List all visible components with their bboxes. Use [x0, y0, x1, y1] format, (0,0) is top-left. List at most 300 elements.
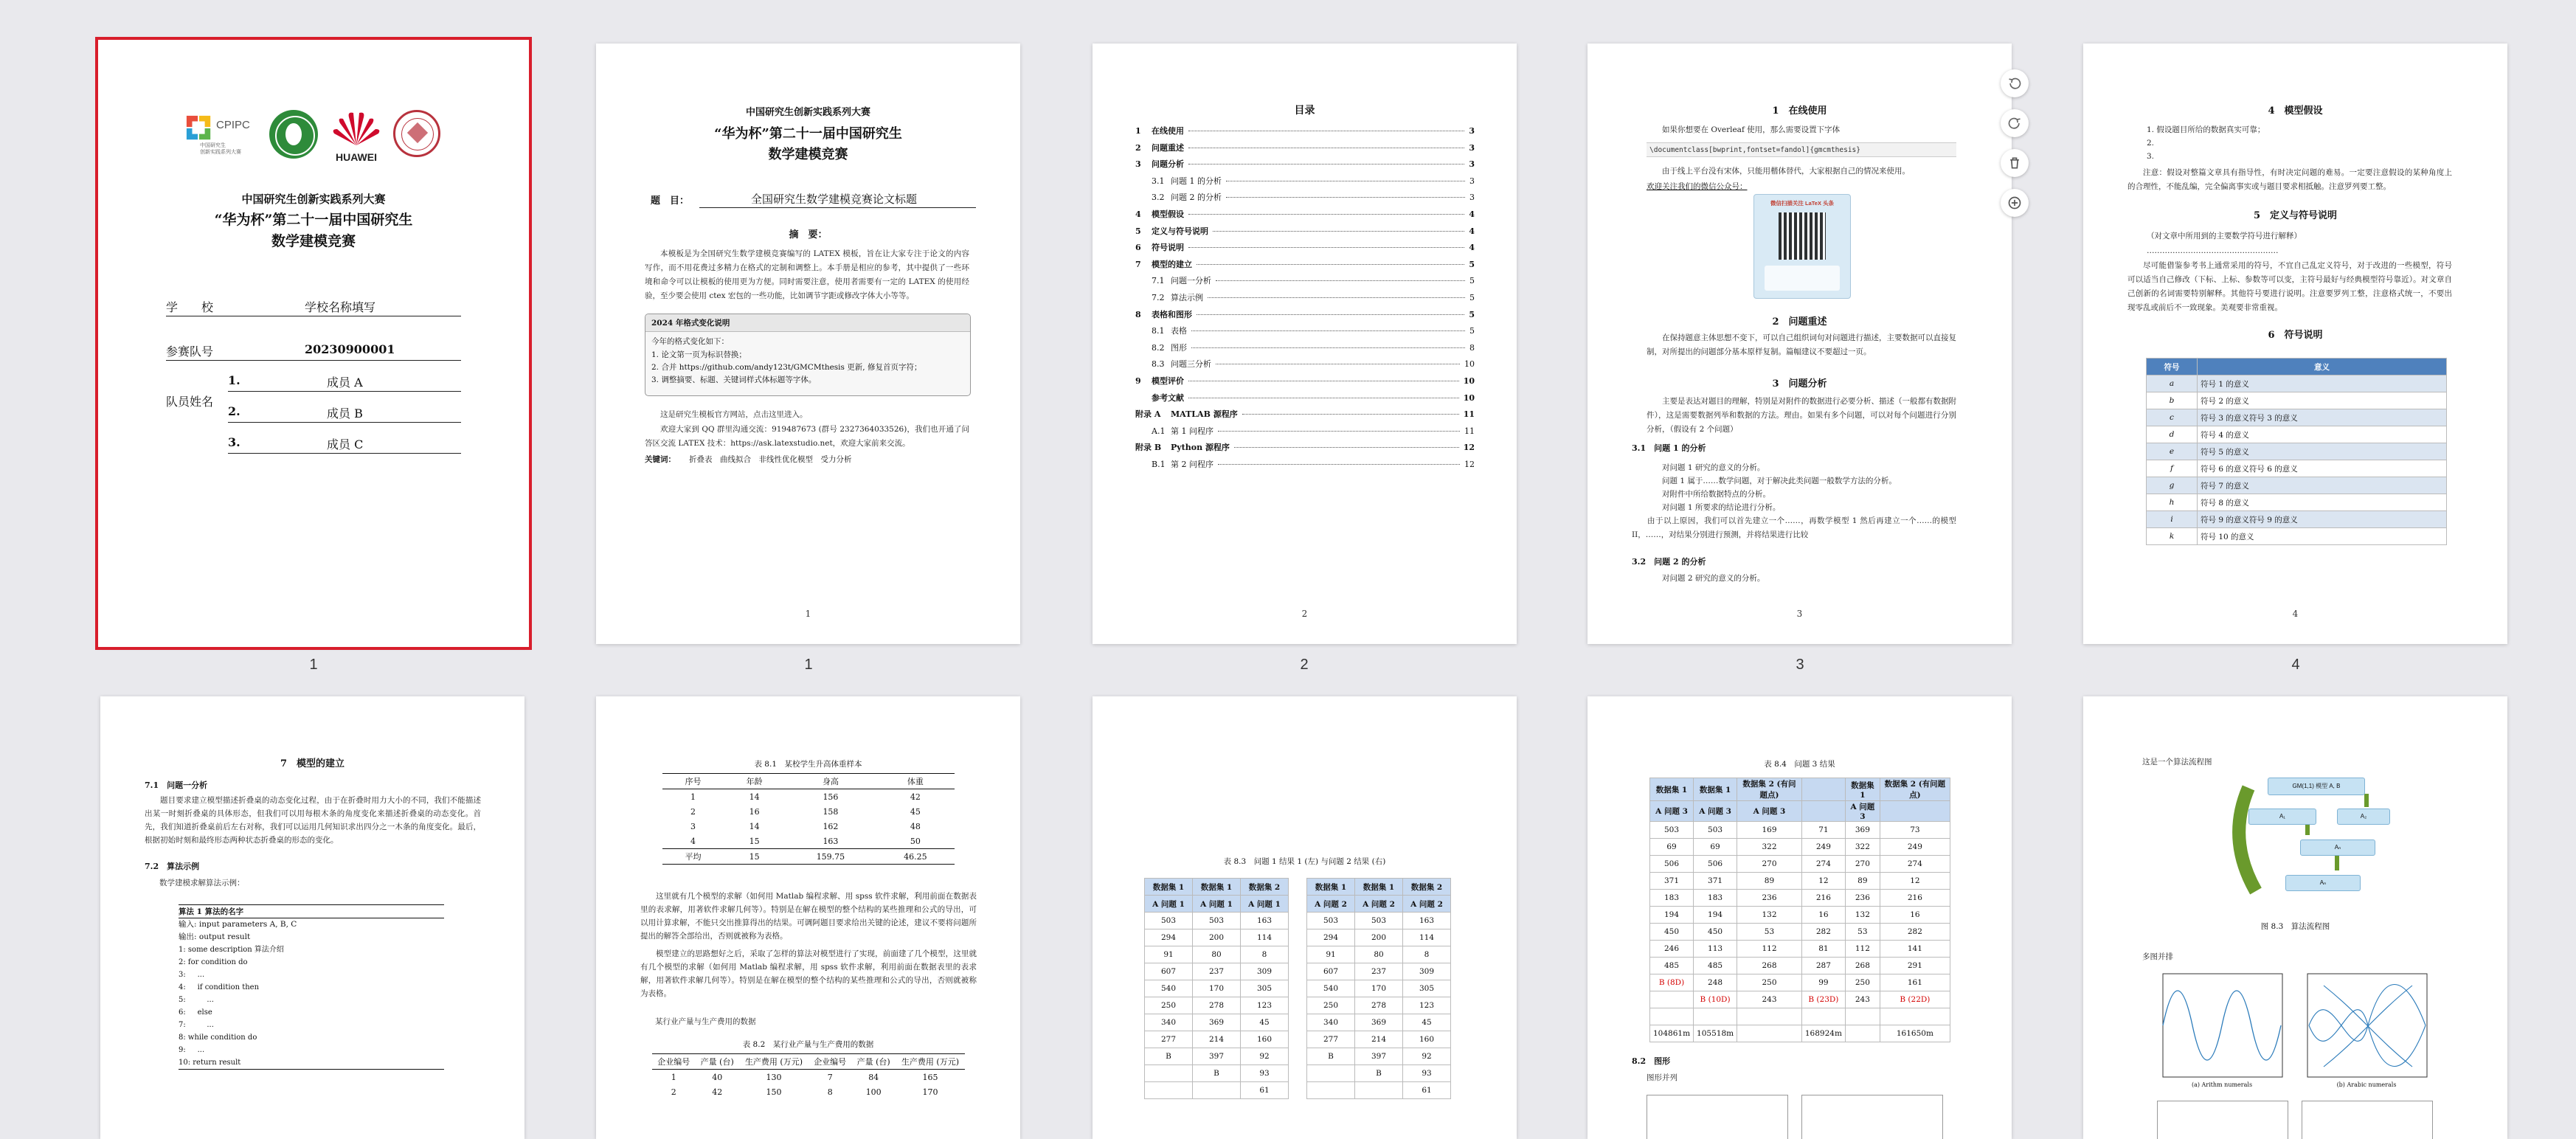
table-row [662, 789, 955, 805]
blue-table-cell: 92 [1403, 1048, 1451, 1065]
table-header-cell: 产量 (台) [695, 1054, 739, 1070]
blue-table-cell: 243 [1845, 991, 1880, 1008]
rotate-left-icon [2007, 76, 2022, 91]
format-box-intro: 今年的格式变化如下： [651, 337, 729, 346]
table-8-2 [652, 1053, 965, 1099]
abstract-page-number: 1 [805, 609, 811, 619]
toc-entry-label: 图形 [1171, 342, 1187, 353]
team-label: 参赛队号 [166, 345, 214, 359]
member-1-number: 1. [228, 373, 240, 387]
toc-entry[interactable] [1135, 258, 1475, 275]
toc-page-number: 2 [1301, 609, 1308, 619]
blue-table-cell: 268 [1845, 958, 1880, 974]
toc-entry-number: 1 [1135, 126, 1141, 136]
team-underline [166, 360, 461, 361]
blue-table-cell: 268 [1737, 958, 1802, 974]
blue-table-cell: 274 [1880, 856, 1950, 873]
section-5-dots: …………………………………………… [2147, 246, 2279, 255]
toc-entry[interactable] [1135, 175, 1475, 192]
algorithm-title: 算法 1 算法的名字 [179, 905, 444, 918]
table-cell: 158 [823, 806, 839, 817]
toc-entry[interactable] [1135, 441, 1475, 458]
blue-table-row [1650, 890, 1950, 907]
toc-entry[interactable] [1135, 274, 1475, 291]
blue-table-header-cell: A 问题 3 [1845, 801, 1880, 822]
blue-table-cell: 16 [1880, 907, 1950, 924]
blue-table-row [1145, 1065, 1289, 1082]
blue-table-row [1650, 941, 1950, 958]
blue-table-row [1145, 997, 1289, 1014]
blue-table-row [1145, 1048, 1289, 1065]
blue-table-cell: 104861m [1650, 1025, 1694, 1042]
blue-table-header-cell: A 问题 1 [1145, 896, 1193, 913]
delete-page-button[interactable] [2001, 149, 2029, 177]
symbol-table-row [2147, 494, 2447, 511]
table-header-cell: 体重 [876, 774, 955, 789]
add-page-button[interactable] [2001, 189, 2029, 217]
toc-entry[interactable] [1135, 308, 1475, 325]
blue-table-cell: 214 [1193, 1031, 1241, 1048]
section-2-text: 在保持题意主体思想不变下，可以自己组织词句对问题进行描述，主要数据可以直接复制，对所提出的问题部分基本原样复制。篇幅建议不要超过一页。 [1647, 333, 1956, 356]
blue-table-cell: 250 [1845, 974, 1880, 991]
toc-entry-page: 3 [1469, 126, 1475, 136]
blue-table-header-cell: A 问题 1 [1193, 896, 1241, 913]
symbol-table-row [2147, 511, 2447, 528]
section-3-2-text: 对问题 2 研究的意义的分析。 [1662, 574, 1765, 583]
blue-table-cell: 194 [1694, 907, 1737, 924]
table-cell: 100 [865, 1087, 882, 1097]
page-thumbnail-page-6[interactable] [596, 696, 1020, 1139]
toc-entry-page: 4 [1469, 226, 1475, 236]
toc-entry[interactable] [1135, 425, 1475, 442]
blue-table-cell: 105518m [1694, 1025, 1737, 1042]
table-8-2-intro: 某行业产量与生产费用的数据 [655, 1017, 756, 1026]
algorithm-line: 2: for condition do [179, 958, 248, 966]
blue-table-row [1650, 907, 1950, 924]
blue-table-cell [1737, 1025, 1802, 1042]
toc-entry-page: 10 [1464, 359, 1475, 370]
blue-table-cell: 340 [1145, 1014, 1193, 1031]
blue-table-cell: 503 [1193, 913, 1241, 929]
section-8-2-text: 图形并列 [1647, 1073, 1677, 1082]
blue-table-row [1307, 1048, 1451, 1065]
blue-table-cell: 248 [1694, 974, 1737, 991]
blue-table-cell: 250 [1307, 997, 1355, 1014]
section-1-text: 如果你想要在 Overleaf 使用，那么需要设置下字体 [1662, 125, 1841, 134]
blue-table-cell: 322 [1737, 839, 1802, 856]
toc-entry[interactable] [1135, 408, 1475, 425]
blue-table-footer [1650, 1025, 1950, 1042]
blue-table-cell: B [1193, 1065, 1241, 1082]
toc-entry[interactable] [1135, 208, 1475, 225]
table-cell: 130 [766, 1072, 782, 1082]
subfigure-a [2157, 971, 2287, 1081]
blue-table-cell: 112 [1845, 941, 1880, 958]
table-header-cell: 企业编号 [652, 1054, 695, 1070]
table-8-3-right [1306, 878, 1451, 1099]
algorithm-line: 1: some description 算法介绍 [179, 946, 284, 954]
cpipc-logo [185, 114, 213, 142]
table-cell: 42 [712, 1087, 723, 1097]
blue-table-cell: 69 [1650, 839, 1694, 856]
blue-table-cell: 540 [1307, 980, 1355, 997]
page-thumbnail-toc[interactable] [1093, 44, 1517, 644]
blue-table-cell: 71 [1801, 822, 1845, 839]
blue-table-header-cell: 数据集 1 [1694, 778, 1737, 801]
blue-table-row [1145, 1031, 1289, 1048]
page-thumbnail-page-5[interactable] [100, 696, 524, 1139]
symbol-cell: g [2147, 477, 2198, 494]
meaning-cell: 符号 1 的意义 [2198, 375, 2447, 392]
toc-entry-label: Python 源程序 [1171, 443, 1230, 453]
meaning-cell: 符号 3 的意义符号 3 的意义 [2198, 409, 2447, 426]
page-thumbnail-page-9[interactable] [2083, 696, 2507, 1139]
section-3-1-heading: 3.1 问题 1 的分析 [1632, 443, 1706, 453]
blue-table-cell: 503 [1307, 913, 1355, 929]
page-label-5: 4 [2291, 657, 2300, 673]
toc-entry-label: 表格和图形 [1152, 309, 1192, 319]
toc-entry[interactable] [1135, 375, 1475, 392]
blue-table-cell: 282 [1880, 924, 1950, 941]
toc-entry[interactable] [1135, 392, 1475, 409]
blue-table-row [1650, 974, 1950, 991]
section-7-heading: 7 模型的建立 [280, 758, 345, 769]
toc-entry-label: 模型的建立 [1152, 259, 1192, 269]
table-header-cell: 企业编号 [809, 1054, 851, 1070]
table-8-3-left [1144, 878, 1289, 1099]
blue-table-header-cell [1801, 778, 1845, 801]
section-3-2-heading: 3.2 问题 2 的分析 [1632, 557, 1706, 567]
section-1-font-note: 由于线上平台没有宋体，只能用楷体替代，大家根据自己的情况来使用。 [1662, 167, 1910, 176]
symbol-table-header-cell: 意义 [2198, 359, 2447, 375]
section-5-text: 尽可能借鉴参考书上通常采用的符号，不宜自己乱定义符号，对于改进的一些模型，符号可以适当自己修改（下标、上标、参数等可以变，主符号最好与经典模型符号靠近）。对文章自己创新的名词需要特别解释。其他符号要进行说明。注意要罗列工整，注意格式统一，不要出现零乱或前后不一致现象。美观要非常重视。 [2127, 261, 2452, 312]
wechat-link[interactable]: 欢迎关注我们的微信公众号： [1647, 182, 1748, 191]
page-thumbnail-cover[interactable] [98, 40, 529, 647]
page-thumbnail-page-4[interactable] [2083, 44, 2507, 644]
toc-entry-leader [1191, 330, 1465, 331]
toc-entry-number: B.1 [1152, 459, 1166, 469]
blue-table-cell: 168924m [1801, 1025, 1845, 1042]
flowchart-figure [2226, 773, 2389, 921]
blue-table-cell: B (22D) [1880, 991, 1950, 1008]
algorithm-line: 4: if condition then [179, 983, 260, 991]
blue-table-cell: 309 [1241, 963, 1289, 980]
toc-entry-leader [1197, 314, 1464, 315]
toc-entry-label: 问题 1 的分析 [1171, 176, 1222, 186]
symbol-table-row [2147, 409, 2447, 426]
multi-figure-intro: 多图并排 [2142, 952, 2173, 961]
blue-table-cell [1694, 1008, 1737, 1025]
table-8-1-text-2: 模型建立的思路想好之后，采取了怎样的算法对模型进行了实现，前面建了几个模型，这里就有几个模型的求解（如何用 Matlab 编程求解，用 spss 软件求解，利用前面在数据表里的表求解，用著软件求解几何等）。特别是在解在模型的整个结构的某些推理和公式的导出，否则就被称为表格。 [640, 949, 977, 998]
figure-8-3-caption: 图 8.3 算法流程图 [2260, 922, 2330, 931]
member-3-name: 成员 C [327, 437, 364, 451]
blue-table-cell: 91 [1307, 946, 1355, 963]
toc-entry-number: A.1 [1152, 426, 1166, 436]
blue-table-cell: 214 [1355, 1031, 1403, 1048]
toc-entry-leader [1234, 447, 1459, 448]
blue-table-cell: 294 [1145, 929, 1193, 946]
page-thumbnail-abstract[interactable] [596, 44, 1020, 644]
blue-table-row [1650, 924, 1950, 941]
symbol-table-row [2147, 375, 2447, 392]
toc-entry-page: 3 [1469, 142, 1475, 153]
toc-entry-number: 9 [1135, 375, 1141, 386]
symbol-table-row [2147, 477, 2447, 494]
toc-entry-number: 7 [1135, 259, 1141, 269]
table-header-cell: 产量 (台) [851, 1054, 896, 1070]
blue-table-header-cell: 数据集 2 (有问题点) [1737, 778, 1802, 801]
blue-table-cell: 45 [1241, 1014, 1289, 1031]
blue-table-cell: 16 [1801, 907, 1845, 924]
toc-entry[interactable] [1135, 225, 1475, 242]
blue-table-row [1307, 1065, 1451, 1082]
add-page-icon [2007, 195, 2022, 210]
blue-table-cell: 163 [1241, 913, 1289, 929]
cover-title-line2: 数学建模竞赛 [271, 233, 356, 249]
assumption-3: 3. [2147, 152, 2155, 161]
blue-table-cell: 81 [1801, 941, 1845, 958]
member-3-number: 3. [228, 435, 240, 449]
table-cell: 2 [690, 806, 696, 817]
blue-table-cell [1145, 1082, 1193, 1099]
toc-entry[interactable] [1135, 358, 1475, 375]
toc-entry[interactable] [1135, 458, 1475, 475]
table-header-cell: 身高 [785, 774, 876, 789]
table-8-1 [662, 773, 955, 865]
blue-table-cell: 73 [1880, 822, 1950, 839]
lissajous-plot-b [2302, 971, 2431, 1081]
blue-table-cell: 294 [1307, 929, 1355, 946]
blue-table-cell: 249 [1801, 839, 1845, 856]
university-seal-logo [393, 110, 440, 157]
subfigure-thumb-right [1801, 1095, 1943, 1139]
table-header-cell: 年龄 [724, 774, 785, 789]
toc-entry[interactable] [1135, 125, 1475, 142]
symbol-cell: i [2147, 511, 2198, 528]
blue-table-cell: 61 [1403, 1082, 1451, 1099]
meaning-cell: 符号 6 的意义符号 6 的意义 [2198, 460, 2447, 477]
table-cell: 3 [690, 821, 696, 831]
section-7-1-heading: 7.1 问题一分析 [145, 780, 208, 790]
blue-table-cell: 53 [1845, 924, 1880, 941]
topic-underline [699, 207, 976, 208]
blue-table-cell: 291 [1880, 958, 1950, 974]
blue-table-cell [1845, 1008, 1880, 1025]
blue-table-cell: 132 [1737, 907, 1802, 924]
toc-entry-label: 符号说明 [1152, 243, 1184, 253]
blue-table-cell: B [1145, 1048, 1193, 1065]
blue-table-cell: 89 [1845, 873, 1880, 890]
format-box-item-2: 2. 合并 https://github.com/andy123t/GMCMthesis 更新, 修复首页字符； [651, 363, 922, 372]
section-7-1-text: 题目要求建立模型描述折叠桌的动态变化过程，由于在折叠时用力大小的不同，我们不能描述出某一时刻折叠桌的具体形态，但我们可以用每根木条的角度变化来描述折叠桌的动态变化。首先，我们知道折叠桌前后左右对称，我们可以运用几何知识求出四分之一木条的角度变化。最后，根据初始时刻和最终形态两种状态折叠桌的形态的变化。 [145, 796, 481, 845]
blue-table-header-cell: 数据集 2 [1403, 879, 1451, 896]
blue-table-cell [1845, 1025, 1880, 1042]
blue-table-header [1650, 778, 1950, 801]
blue-table-cell: 506 [1650, 856, 1694, 873]
page-thumbnail-page-8[interactable] [1588, 696, 2012, 1139]
toc-entry-page: 5 [1469, 259, 1475, 269]
blue-table-cell: 305 [1403, 980, 1451, 997]
table-cell: 1 [671, 1072, 676, 1082]
section-1-heading: 1 在线使用 [1772, 105, 1827, 117]
blue-table-header-cell: 数据集 2 (有问题点) [1880, 778, 1950, 801]
symbol-table-row [2147, 392, 2447, 409]
toc-entry[interactable] [1135, 291, 1475, 308]
blue-table-row [1145, 980, 1289, 997]
table-8-4 [1649, 778, 1950, 1042]
blue-table-cell: 163 [1403, 913, 1451, 929]
symbol-cell: h [2147, 494, 2198, 511]
abstract-title-line2: 数学建模竞赛 [768, 147, 848, 162]
blue-table-cell: 141 [1880, 941, 1950, 958]
blue-table-cell: 322 [1845, 839, 1880, 856]
toc-entry-leader [1191, 347, 1465, 348]
blue-table-cell [1737, 1008, 1802, 1025]
blue-table-cell: 287 [1801, 958, 1845, 974]
blue-table-cell [1193, 1082, 1241, 1099]
toc-entry-leader [1242, 414, 1459, 415]
member-2-underline [228, 422, 461, 423]
blue-table-cell: 123 [1403, 997, 1451, 1014]
algorithm-line: 9: ... [179, 1046, 205, 1054]
flowchart-node-left: A₁ [2248, 809, 2316, 825]
page-thumbnail-page-3[interactable] [1588, 44, 2012, 644]
page-thumbnail-page-7[interactable] [1093, 696, 1517, 1139]
symbol-cell: a [2147, 375, 2198, 392]
page-label-4: 3 [1796, 657, 1804, 673]
toc-entry-label: MATLAB 源程序 [1171, 409, 1238, 420]
member-1-underline [228, 391, 461, 392]
toc-entry[interactable] [1135, 342, 1475, 359]
blue-table-cell: B [1307, 1048, 1355, 1065]
table-row [652, 1084, 965, 1099]
blue-table-cell: 250 [1145, 997, 1193, 1014]
blue-table-cell: 183 [1694, 890, 1737, 907]
table-cell: 2 [671, 1087, 676, 1097]
toc-entry-page: 4 [1469, 209, 1475, 219]
toc-entry-number: 8.3 [1152, 359, 1165, 370]
meaning-cell: 符号 4 的意义 [2198, 426, 2447, 443]
algorithm-output: 输出: output result [179, 932, 251, 941]
toc-entry[interactable] [1135, 325, 1475, 342]
table-8-1-text-1: 这里就有几个模型的求解（如何用 Matlab 编程求解、用 spss 软件求解，利用前面在数据表里的表求解，用著软件求解几何等）。特别是在解在模型的整个结构的某些推理和公式的导出，可以用计算求解，不能只交出推算得出的结果。可调阿题目要求给出关键的论述，建议不要将问题所提出的解答全部给出，否则就被称为表格。 [640, 892, 977, 941]
blue-table-header [1307, 896, 1451, 913]
format-box-title: 2024 年格式变化说明 [645, 314, 970, 332]
blue-table-row [1307, 1014, 1451, 1031]
table-cell: 159.75 [785, 849, 876, 865]
toc-entry-page: 8 [1469, 342, 1475, 353]
blue-table-cell: 99 [1801, 974, 1845, 991]
toc-entry-number: 附录 A [1135, 409, 1161, 420]
blue-table-cell: 250 [1737, 974, 1802, 991]
table-8-2-caption: 表 8.2 某行业产量与生产费用的数据 [742, 1040, 874, 1049]
rotate-left-button[interactable] [2001, 69, 2029, 97]
blue-table-cell: 237 [1355, 963, 1403, 980]
blue-table-row [1307, 913, 1451, 929]
blue-table-row [1650, 856, 1950, 873]
blue-table-cell: 114 [1241, 929, 1289, 946]
blue-table-cell: 270 [1737, 856, 1802, 873]
blue-table-cell: 8 [1241, 946, 1289, 963]
cpipc-logo-text: CPIPC [216, 119, 250, 131]
table-cell: 7 [827, 1072, 833, 1082]
blue-table-cell: 397 [1193, 1048, 1241, 1065]
abstract-title-line1: “华为杯”第二十一届中国研究生 [714, 126, 902, 142]
blue-table-cell: 450 [1694, 924, 1737, 941]
qr-code-card [1753, 194, 1851, 299]
blue-table-cell: 236 [1737, 890, 1802, 907]
table-cell: 46.25 [876, 849, 955, 865]
symbol-cell: k [2147, 528, 2198, 545]
blue-table-cell: 170 [1355, 980, 1403, 997]
toc-entry-number: 附录 B [1135, 443, 1162, 453]
delete-icon [2007, 156, 2022, 170]
section-3-1-line-2: 问题 1 属于……数学问题，对于解决此类问题一般数学方法的分析。 [1662, 477, 1897, 485]
subfigure-thumb-d [2302, 1101, 2433, 1139]
toc-entry-label: 问题分析 [1152, 159, 1184, 170]
blue-table-cell [1880, 1008, 1950, 1025]
section-8-2-heading: 8.2 图形 [1632, 1056, 1671, 1066]
table-cell: 48 [910, 821, 921, 831]
format-change-box [645, 314, 971, 396]
toc-entry-page: 5 [1469, 326, 1475, 336]
flowchart-node-top: GM(1,1) 模型 A, B [2268, 778, 2365, 795]
table-row [662, 834, 955, 849]
blue-table-cell: 161 [1880, 974, 1950, 991]
blue-table-cell [1307, 1065, 1355, 1082]
blue-table-cell: B (8D) [1650, 974, 1694, 991]
section-3-text: 主要是表达对题目的理解，特别是对附件的数据进行必要分析、描述（一般都有数据附件），这是需要数据列举和数据的方法。理由。如果有多个问题，可以对每个问题进行分别分析，（假设有 2 个问题） [1647, 397, 1956, 434]
meaning-cell: 符号 10 的意义 [2198, 528, 2447, 545]
toc-entry-label: 定义与符号说明 [1152, 226, 1208, 236]
blue-table-cell: 607 [1145, 963, 1193, 980]
flowchart-intro: 这是一个算法流程图 [2142, 758, 2212, 766]
blue-table-cell: 170 [1193, 980, 1241, 997]
blue-table-cell: 61 [1241, 1082, 1289, 1099]
blue-table-cell: 113 [1694, 941, 1737, 958]
section-7-2-text: 数学建模求解算法示例： [159, 879, 245, 887]
blue-table-cell: 200 [1193, 929, 1241, 946]
rotate-right-button[interactable] [2001, 109, 2029, 137]
page-label-2: 1 [804, 657, 813, 673]
blue-table-cell: 277 [1145, 1031, 1193, 1048]
blue-table-header-cell: 数据集 2 [1241, 879, 1289, 896]
rotate-right-icon [2007, 116, 2022, 131]
toc-entry[interactable] [1135, 191, 1475, 208]
toc-entry-page: 3 [1469, 176, 1475, 186]
blue-table-header-cell: 数据集 1 [1193, 879, 1241, 896]
toc-entry[interactable] [1135, 158, 1475, 175]
meaning-cell: 符号 8 的意义 [2198, 494, 2447, 511]
toc-entry-page: 3 [1469, 159, 1475, 170]
blue-table-cell: 93 [1241, 1065, 1289, 1082]
abstract-heading: 摘 要： [789, 229, 828, 240]
table-header-cell: 生产费用 (万元) [896, 1054, 965, 1070]
page-4-page-number: 4 [2292, 609, 2299, 619]
toc-entry-number: 7.2 [1152, 292, 1165, 302]
toc-entry[interactable] [1135, 142, 1475, 159]
toc-entry-number: 7.1 [1152, 276, 1165, 286]
toc-entry-leader [1226, 197, 1465, 198]
toc-entry-page: 10 [1463, 375, 1475, 386]
table-cell: 170 [922, 1087, 938, 1097]
blue-table-cell: 161650m [1880, 1025, 1950, 1042]
blue-table-header-cell: A 问题 2 [1307, 896, 1355, 913]
toc-entry[interactable] [1135, 241, 1475, 258]
blue-table-cell: 237 [1193, 963, 1241, 980]
algorithm-input: 输入: input parameters A, B, C [179, 920, 297, 929]
blue-table-cell: 305 [1241, 980, 1289, 997]
